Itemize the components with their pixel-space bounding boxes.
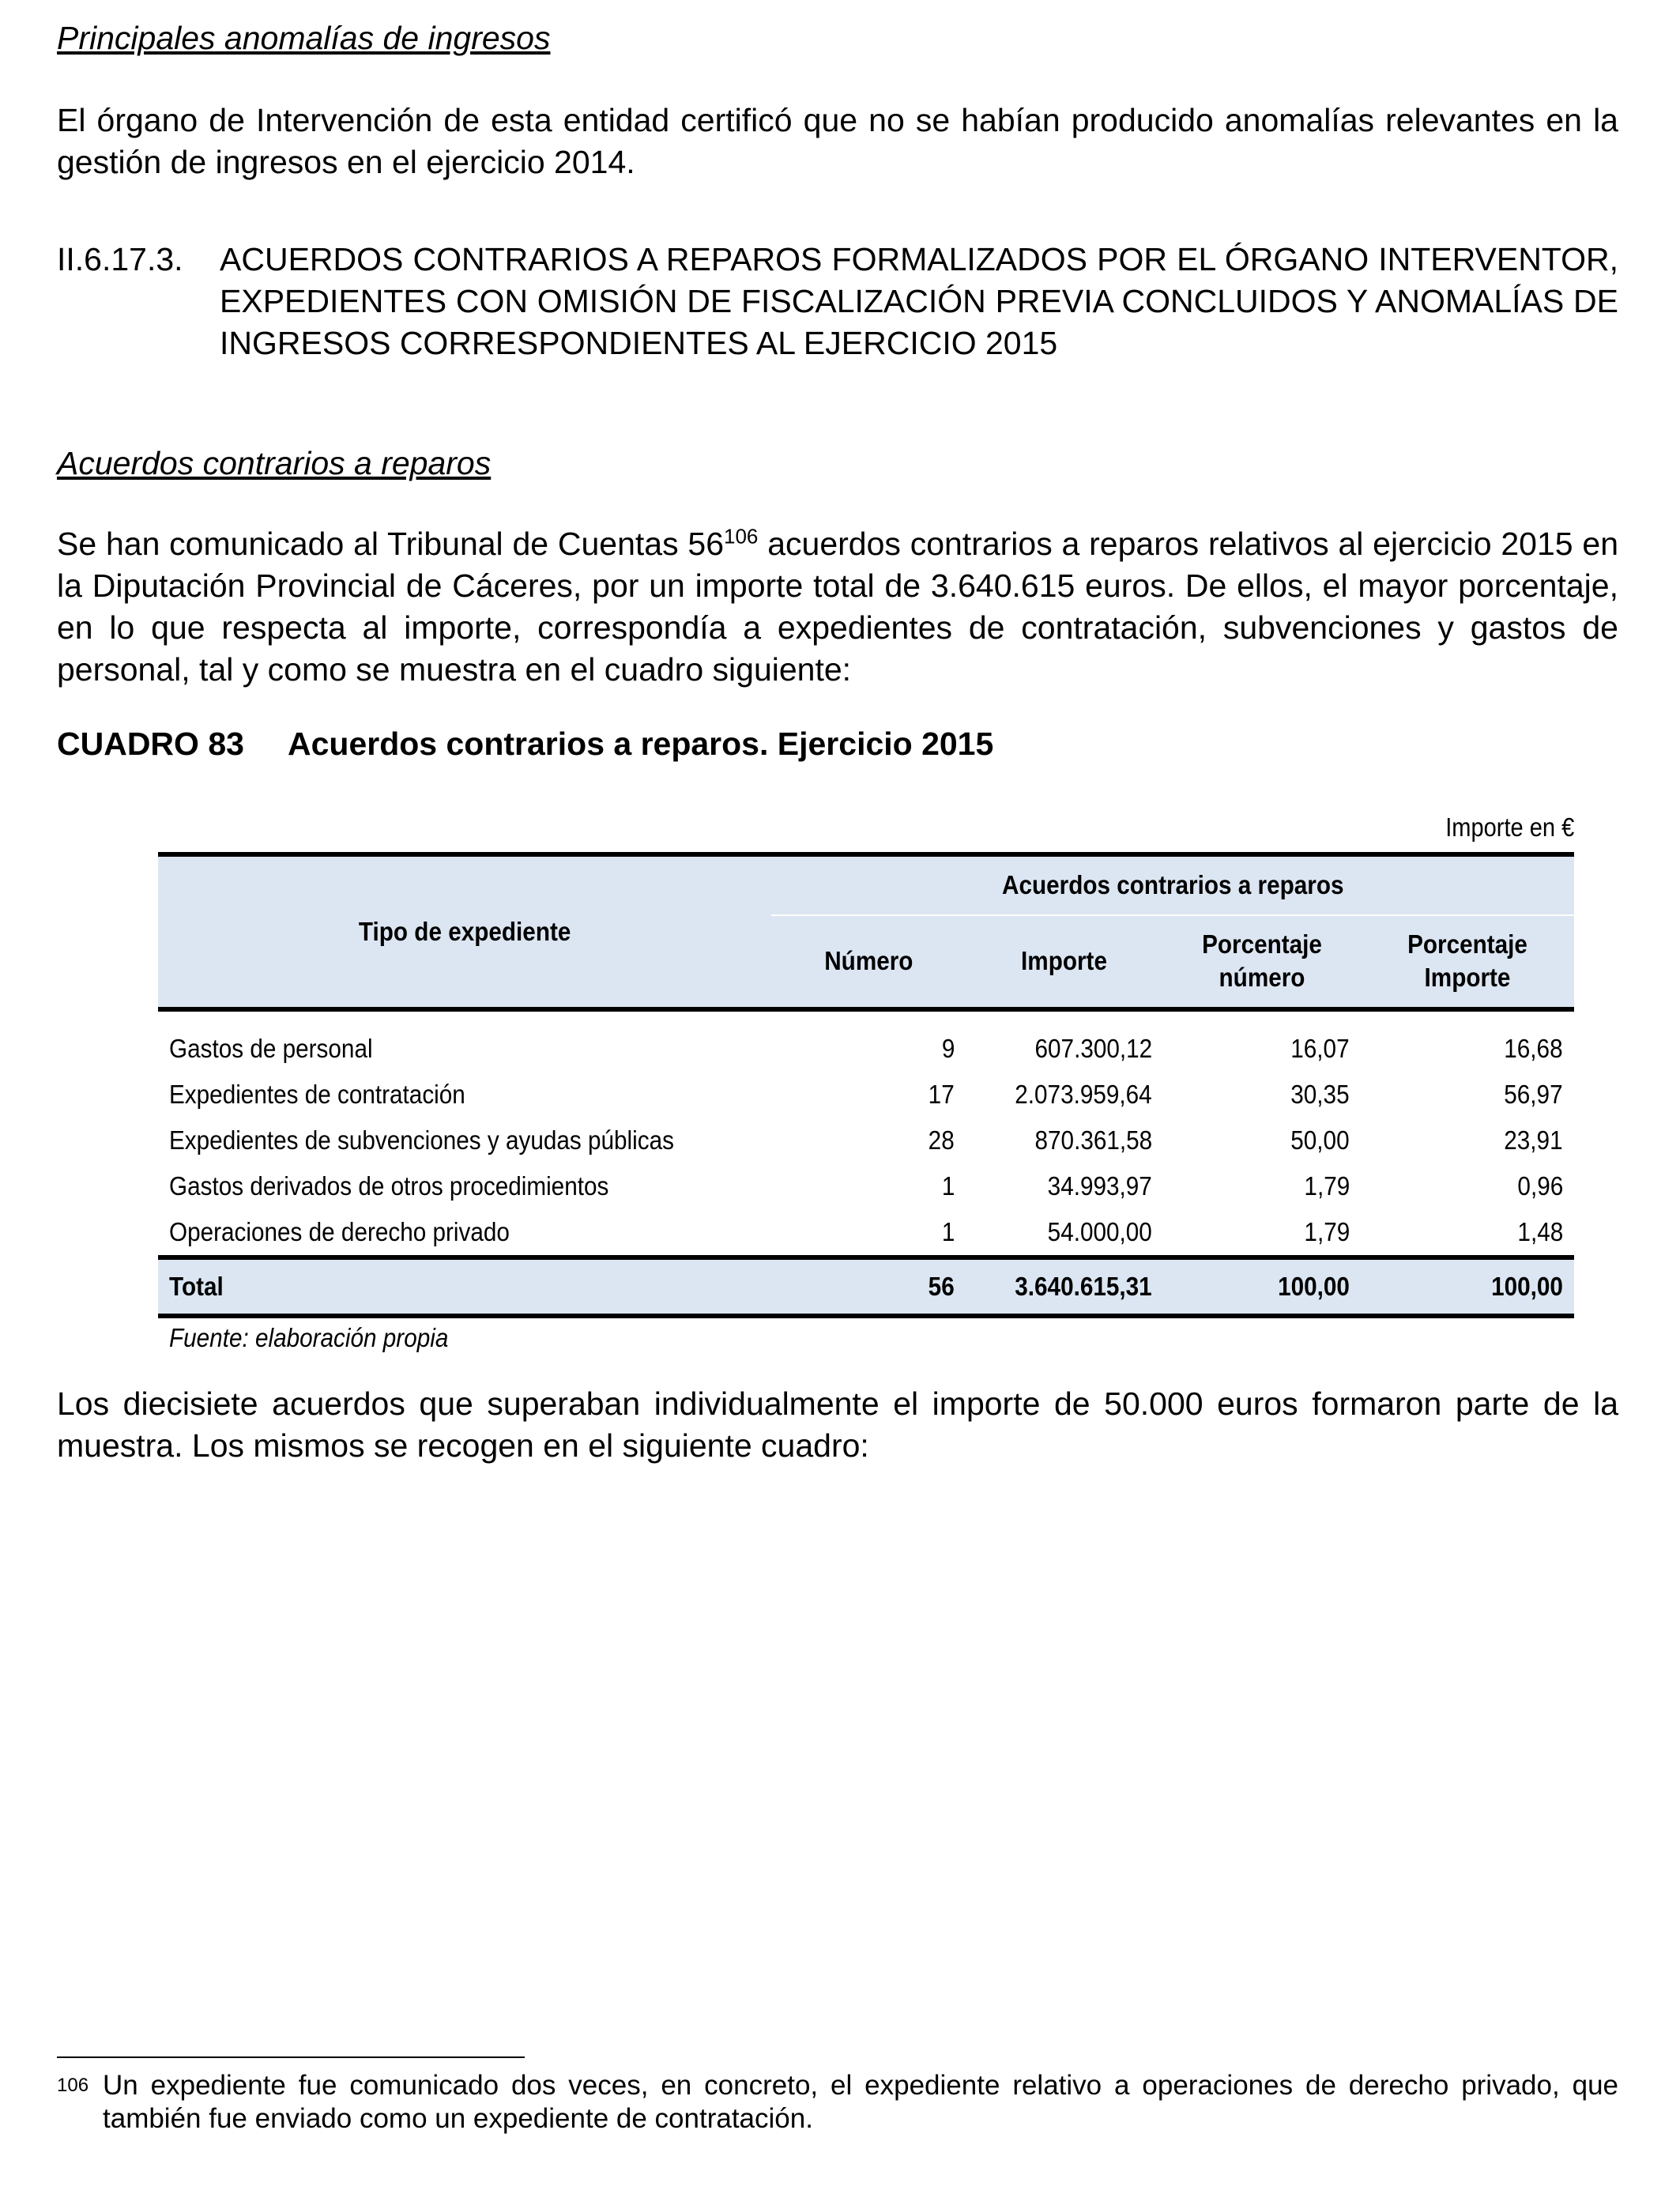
total-pct-numero: 100,00: [1163, 1257, 1361, 1316]
table-total-row: [158, 1257, 1574, 1316]
cell-pct-importe: 16,68: [1504, 1034, 1563, 1063]
cell-tipo: Operaciones de derecho privado: [169, 1217, 510, 1246]
cuadro-table-wrap: [158, 852, 1574, 1353]
cell-importe: 607.300,12: [1034, 1034, 1152, 1063]
section-heading: [57, 239, 1618, 364]
paragraph-ingresos: El órgano de Intervención de esta entidad certificó que no se habían producido anomalías relevantes en la gestión de ingresos en el ejercicio 2014.: [57, 102, 1618, 180]
paragraph-muestra: Los diecisiete acuerdos que superaban individualmente el importe de 50.000 euros formaron parte de la muestra. Los mismos se recogen en el siguiente cuadro:: [57, 1385, 1618, 1464]
cell-numero: 1: [941, 1217, 955, 1246]
cell-importe: 870.361,58: [1034, 1125, 1152, 1155]
cell-pct-numero: 1,79: [1304, 1171, 1350, 1201]
table-row: [158, 1118, 1574, 1163]
header-tipo: Tipo de expediente: [158, 854, 771, 1009]
cell-importe: 34.993,97: [1047, 1171, 1152, 1201]
cell-pct-numero: 30,35: [1290, 1080, 1350, 1109]
paragraph-acuerdos: [57, 523, 1618, 691]
cell-tipo: Expedientes de subvenciones y ayudas públicas: [169, 1125, 674, 1155]
paragraph-acuerdos-rest: acuerdos contrarios a reparos relativos al ejercicio 2015 en la Diputación Provincial de Cáceres, por un importe total de 3.640.615 euros. De ellos, el mayor porcentaje, en lo que respecta al importe, correspondía a expedientes de contratación, subvenciones y gastos de personal, tal y como se muestra en el cuadro siguiente:: [57, 526, 1618, 688]
paragraph-acuerdos-start: Se han comunicado al Tribunal de Cuentas 56: [57, 526, 725, 562]
cell-pct-numero: 16,07: [1290, 1034, 1350, 1063]
table-number: CUADRO 83: [57, 726, 244, 762]
footnote: [57, 2069, 1618, 2136]
header-numero: Número: [771, 915, 966, 1009]
footnote-number: 106: [57, 2075, 89, 2096]
table-title: Acuerdos contrarios a reparos. Ejercicio 2015: [288, 726, 994, 762]
footnote-reference: 106: [724, 524, 759, 548]
table-caption: [57, 726, 993, 763]
heading-anomalias-ingresos: Principales anomalías de ingresos: [57, 20, 551, 56]
table-source: Fuente: elaboración propia: [169, 1323, 449, 1352]
unit-note-wrap: [158, 812, 1574, 847]
table-row: [158, 1209, 1574, 1257]
cell-numero: 1: [941, 1171, 955, 1201]
cell-numero: 28: [928, 1125, 955, 1155]
cell-pct-importe: 56,97: [1504, 1080, 1563, 1109]
footnote-separator: [57, 2056, 525, 2058]
cell-pct-importe: 1,48: [1517, 1217, 1563, 1246]
total-label: Total: [158, 1257, 771, 1316]
footnote-text: Un expediente fue comunicado dos veces, en concreto, el expediente relativo a operaciones de derecho privado, que también fue enviado como un expediente de contratación.: [103, 2070, 1618, 2134]
acuerdos-table: [158, 852, 1574, 1318]
cell-pct-importe: 23,91: [1504, 1125, 1563, 1155]
cell-importe: 54.000,00: [1047, 1217, 1152, 1246]
cell-numero: 9: [941, 1034, 955, 1063]
header-group: Acuerdos contrarios a reparos: [771, 854, 1574, 915]
table-row: [158, 1009, 1574, 1072]
table-row: [158, 1163, 1574, 1209]
cell-importe: 2.073.959,64: [1015, 1080, 1152, 1109]
cell-pct-numero: 50,00: [1290, 1125, 1350, 1155]
cell-pct-numero: 1,79: [1304, 1217, 1350, 1246]
header-importe: Importe: [966, 915, 1163, 1009]
unit-note: Importe en €: [1445, 812, 1574, 842]
total-pct-importe: 100,00: [1361, 1257, 1574, 1316]
section-number: II.6.17.3.: [57, 241, 183, 277]
header-pct-importe: Porcentaje Importe: [1361, 915, 1574, 1009]
header-pct-numero: Porcentaje número: [1163, 915, 1361, 1009]
section-title: ACUERDOS CONTRARIOS A REPAROS FORMALIZADOS POR EL ÓRGANO INTERVENTOR, EXPEDIENTES CON OMISIÓN DE FISCALIZACIÓN PREVIA CONCLUIDOS Y ANOMALÍAS DE INGRESOS CORRESPONDIENTES AL EJERCICIO 2015: [220, 241, 1618, 361]
total-importe: 3.640.615,31: [966, 1257, 1163, 1316]
cell-pct-importe: 0,96: [1517, 1171, 1563, 1201]
total-numero: 56: [771, 1257, 966, 1316]
table-row: [158, 1072, 1574, 1118]
heading-acuerdos-contrarios: Acuerdos contrarios a reparos: [57, 445, 492, 481]
cell-tipo: Gastos derivados de otros procedimientos: [169, 1171, 609, 1201]
cell-numero: 17: [928, 1080, 955, 1109]
cell-tipo: Expedientes de contratación: [169, 1080, 465, 1109]
cell-tipo: Gastos de personal: [169, 1034, 373, 1063]
